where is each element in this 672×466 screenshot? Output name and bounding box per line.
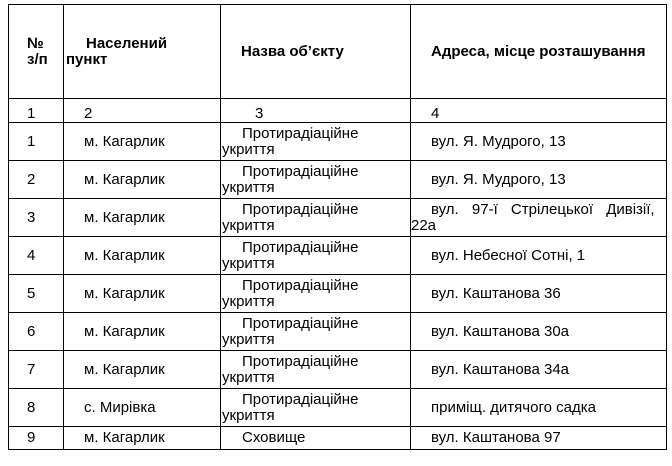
column-number: 3: [221, 99, 411, 123]
header-settlement: Населений пункт: [64, 5, 221, 99]
header-object-name: Назва об’єкту: [221, 5, 411, 99]
table-row: [9, 275, 667, 313]
row-number: 5: [9, 275, 64, 313]
address-line-2: 22а: [411, 216, 437, 234]
row-number: 7: [9, 351, 64, 389]
table-row: [9, 123, 667, 161]
row-settlement: м. Кагарлик: [64, 313, 221, 351]
row-number: 4: [9, 237, 64, 275]
row-object-name: Протирадіаційне укриття: [221, 161, 411, 199]
row-settlement: м. Кагарлик: [64, 351, 221, 389]
row-object-name: Протирадіаційне укриття: [221, 275, 411, 313]
header-row: [9, 5, 667, 99]
column-number: 2: [64, 99, 221, 123]
table-row: [9, 427, 667, 450]
row-settlement: м. Кагарлик: [64, 237, 221, 275]
column-numbers-row: [9, 99, 667, 123]
row-address: вул. Я. Мудрого, 13: [411, 123, 667, 161]
row-settlement: м. Кагарлик: [64, 199, 221, 237]
table-row: [9, 237, 667, 275]
row-address: вул. Каштанова 36: [411, 275, 667, 313]
row-object-name: Протирадіаційне укриття: [221, 123, 411, 161]
row-object-name: Протирадіаційне укриття: [221, 389, 411, 427]
row-number: 3: [9, 199, 64, 237]
header-address: Адреса, місце розташування: [411, 5, 667, 99]
row-settlement: м. Кагарлик: [64, 161, 221, 199]
row-number: 2: [9, 161, 64, 199]
table-row: [9, 199, 667, 237]
row-settlement: с. Мирівка: [64, 389, 221, 427]
row-object-name: Протирадіаційне укриття: [221, 237, 411, 275]
row-object-name: Протирадіаційне укриття: [221, 313, 411, 351]
row-address: приміщ. дитячого садка: [411, 389, 667, 427]
column-number: 1: [9, 99, 64, 123]
row-number: 8: [9, 389, 64, 427]
row-object-name: Протирадіаційне укриття: [221, 351, 411, 389]
row-settlement: м. Кагарлик: [64, 275, 221, 313]
column-number: 4: [411, 99, 667, 123]
row-address: вул. Каштанова 34а: [411, 351, 667, 389]
row-number: 9: [9, 427, 64, 450]
row-object-name: Протирадіаційне укриття: [221, 199, 411, 237]
row-object-name: Сховище: [221, 427, 411, 450]
row-number: 1: [9, 123, 64, 161]
row-settlement: м. Кагарлик: [64, 427, 221, 450]
address-line-1: вул. 97-ї Стрілецької Дивізії,: [431, 200, 655, 218]
row-address: вул. Каштанова 30а: [411, 313, 667, 351]
row-settlement: м. Кагарлик: [64, 123, 221, 161]
table-row: [9, 161, 667, 199]
row-address: вул. Небесної Сотні, 1: [411, 237, 667, 275]
header-number: № з/п: [9, 5, 64, 99]
table-row: [9, 313, 667, 351]
row-address: [411, 199, 667, 237]
row-address: вул. Я. Мудрого, 13: [411, 161, 667, 199]
shelters-table: [8, 4, 667, 450]
table-row: [9, 389, 667, 427]
table-row: [9, 351, 667, 389]
row-address: вул. Каштанова 97: [411, 427, 667, 450]
row-number: 6: [9, 313, 64, 351]
